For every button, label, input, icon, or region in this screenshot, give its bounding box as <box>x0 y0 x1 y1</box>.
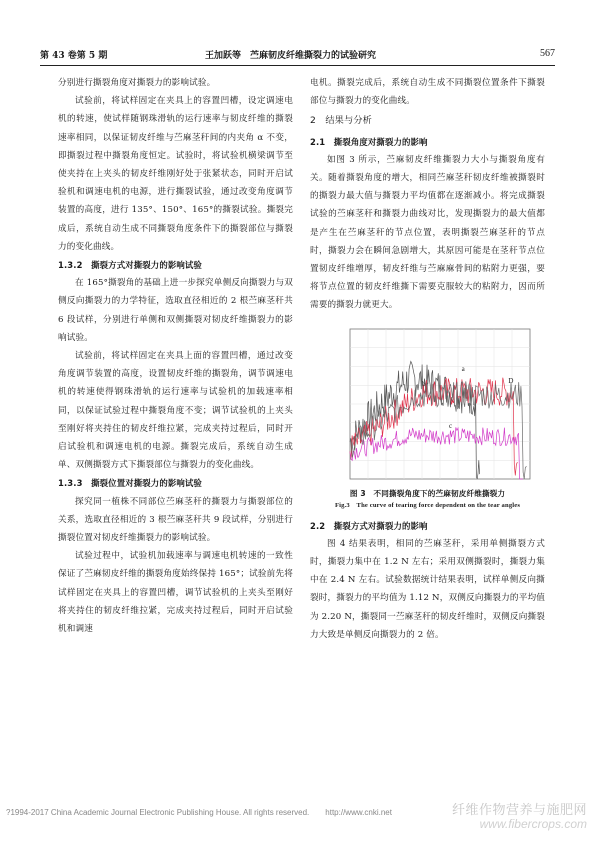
copyright-line: ?1994-2017 China Academic Journal Electronic Publishing House. All rights reserved. http://www.cnki.net <box>6 808 392 817</box>
page-footer <box>6 803 591 831</box>
subsection-heading-2-1: 2.1 撕裂角度对撕裂力的影响 <box>310 136 428 147</box>
journal-issue: 第 43 卷第 5 期 <box>40 51 108 61</box>
curve-label-D: D <box>508 376 514 385</box>
paragraph: 试验前，将试样固定在夹具上的容置凹槽，设定调速电机的转速，使试样随钢珠滑轨的运行速率与韧皮纤维的撕裂速率相同，以保证韧皮纤维与苎麻茎秆间的内夹角 α 不变，即撕裂过程中撕裂角度恒定。试验时，将试验机横梁调节至使夹持在上夹头的韧皮纤维刚好处于张紧状态，同时开启试验机和调速电机的电源，进行撕裂试验，通过改变角度调节装置的高度，进行 135°、150°、165°的撕裂试验。撕裂完成后，系统自动生成不同撕裂角度条件下的撕裂部位与撕裂力的变化曲线。 <box>58 96 293 252</box>
section-heading-2: 2 结果与分析 <box>310 115 373 127</box>
curve-label-a: a <box>461 364 465 373</box>
figure-3-chart <box>330 323 535 488</box>
paragraph: 在 165°撕裂角的基础上进一步探究单侧反向撕裂力与双侧反向撕裂力的力学特征，选取直径相近的 2 根苎麻茎秆共 6 段试样，分别进行单侧和双侧撕裂对韧皮纤维撕裂力的影响试验。 <box>58 278 293 343</box>
watermark-url: www.fibercrops.com <box>479 817 587 831</box>
subsection-heading-1-3-3: 1.3.3 撕裂位置对撕裂力的影响试验 <box>58 478 202 489</box>
paragraph: 如图 3 所示，苎麻韧皮纤维撕裂力大小与撕裂角度有关。随着撕裂角度的增大，相同苎麻茎秆韧皮纤维被撕裂时的撕裂力最大值与撕裂力平均值都在逐渐减小。将完成撕裂试验的苎麻茎秆和撕裂力曲线对比，发现撕裂力的最大值都是产生在苎麻茎秆的节点位置，表明撕裂苎麻茎秆的节点时，撕裂力会在瞬间急剧增大，其原因可能是在茎秆节点位置韧皮纤维增厚，韧皮纤维与苎麻麻骨间的粘附力更强，要将节点位置的韧皮纤维撕下需要克服较大的粘附力，因而所需要的撕裂力就更大。 <box>310 154 545 311</box>
right-column <box>310 74 545 644</box>
header-rule <box>40 65 555 66</box>
running-title: 王加跃等 苎麻韧皮纤维撕裂力的试验研究 <box>205 51 377 61</box>
paragraph: 电机。撕裂完成后，系统自动生成不同撕裂位置条件下撕裂部位与撕裂力的变化曲线。 <box>310 78 545 107</box>
paragraph: 分别进行撕裂角度对撕裂力的影响试验。 <box>58 78 216 88</box>
figure-caption: 图 3 不同撕裂角度下的苎麻韧皮纤维撕裂力 <box>349 488 506 498</box>
paragraph: 探究同一植株不同部位苎麻茎秆的撕裂力与撕裂部位的关系，选取直径相近的 3 根苎麻茎秆共 9 段试样，分别进行撕裂位置对韧皮纤维撕裂力的影响试验。 <box>58 496 293 544</box>
figure-caption-en: Fig.3 The curve of tearing force dependent on the tear angles <box>334 501 521 509</box>
running-header <box>40 48 555 64</box>
left-column <box>58 74 293 638</box>
paragraph: 试验前，将试样固定在夹具上面的容置凹槽，通过改变角度调节装置的高度，设置韧皮纤维的撕裂角，调节调速电机的转速使得钢珠滑轨的运行速率与试验机的加载速率相同，以保证试验过程中撕裂角度不变；调节试验机的上夹头至刚好将夹持住的韧皮纤维拉紧，完成夹持过程后，同时开启试验机和调速电机的电源。撕裂完成后，系统自动生成单、双侧撕裂方式下撕裂部位与撕裂力的变化曲线。 <box>58 351 293 471</box>
subsection-heading-1-3-2: 1.3.2 撕裂方式对撕裂力的影响试验 <box>58 260 202 271</box>
watermark-text: 纤维作物营养与施肥网 <box>451 803 587 818</box>
chart-svg <box>330 323 535 488</box>
curve-label-b: b <box>422 379 426 388</box>
paragraph: 图 4 结果表明，相同的苎麻茎秆，采用单侧撕裂方式时，撕裂力集中在 1.2 N 左右；采用双侧撕裂时，撕裂力集中在 2.4 N 左右。试验数据统计结果表明，试样单侧反向撕裂时，撕裂力的平均值为 1.12 N，双侧反向撕裂力的平均值为 2.20 N，撕裂同一苎麻茎秆的韧皮纤维时，双侧反向撕裂力大致是单侧反向撕裂力的 2 倍。 <box>310 538 545 640</box>
curve-label-c: c <box>449 421 453 430</box>
page-number: 567 <box>540 48 555 59</box>
paragraph: 试验过程中，试验机加载速率与调速电机转速的一致性保证了苎麻韧皮纤维的撕裂角度始终保持 165°；试验前先将试样固定在夹具上的容置凹槽，调节试验机的上夹头至刚好将夹持住的韧皮纤维拉紧，完成夹持过程后，同时开启试验机和调速 <box>58 551 293 635</box>
subsection-heading-2-2: 2.2 撕裂方式对撕裂力的影响 <box>310 520 428 531</box>
